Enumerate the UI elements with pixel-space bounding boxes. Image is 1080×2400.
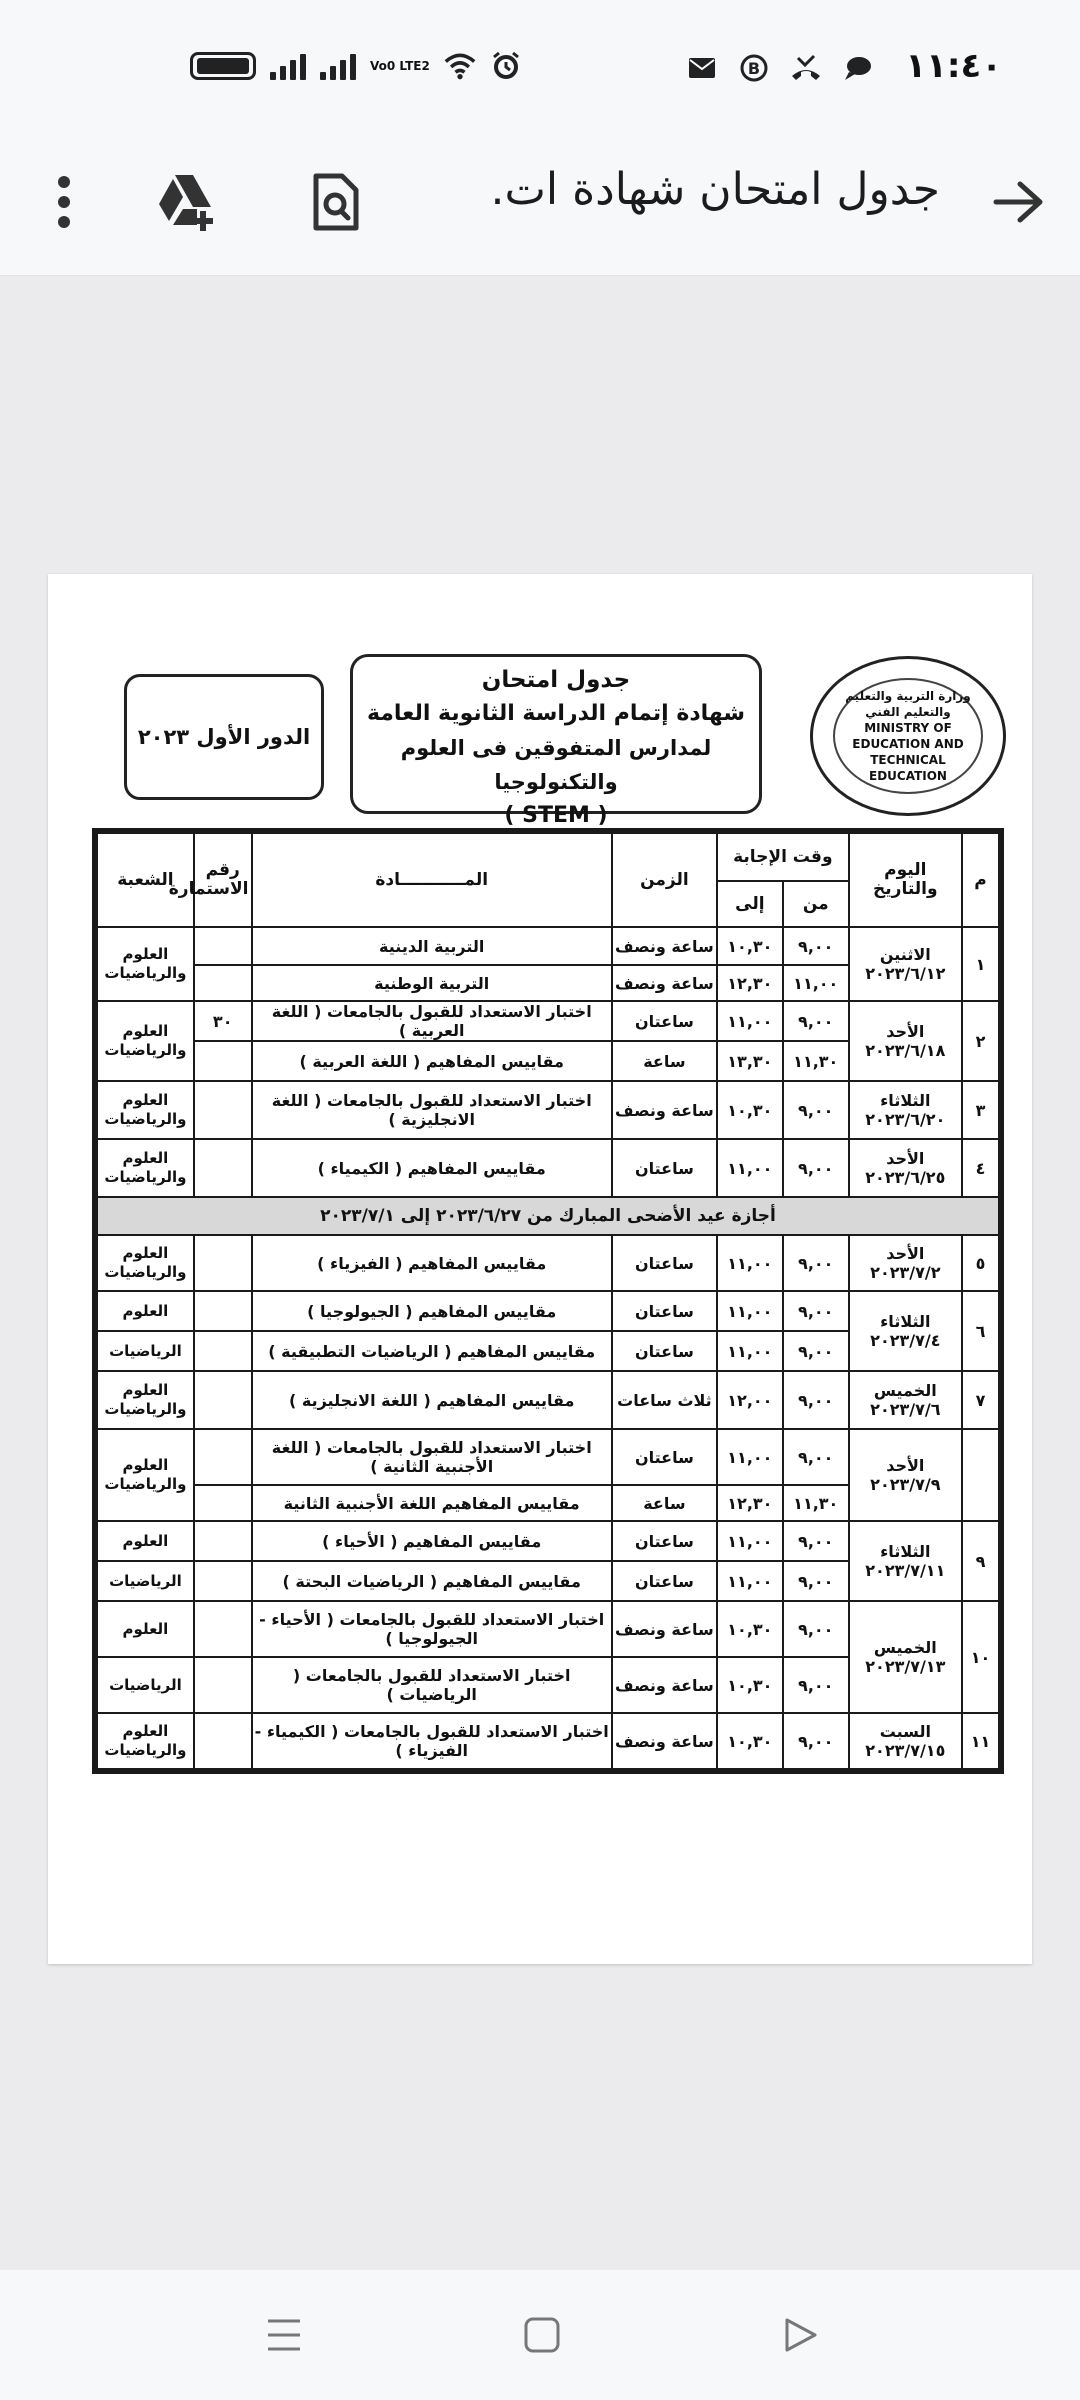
row-form: [194, 1139, 252, 1197]
row-branch: العلوم والرياضيات: [97, 1371, 194, 1429]
row-branch: العلوم والرياضيات: [97, 1001, 194, 1081]
table-row: [97, 1139, 999, 1197]
row-form: [194, 1235, 252, 1291]
row-branch: العلوم والرياضيات: [97, 927, 194, 1001]
volte-icon: Vo0 LTE2: [370, 58, 430, 73]
row-duration: ساعتان: [612, 1429, 717, 1485]
row-subject: اختبار الاستعداد للقبول بالجامعات ( اللغة الأجنبية الثانية ): [252, 1429, 612, 1485]
row-duration: ساعتان: [612, 1235, 717, 1291]
header-day: اليوم والتاريخ: [849, 833, 962, 927]
back-triangle-icon[interactable]: [760, 2300, 840, 2370]
pdf-page: [48, 574, 1032, 1964]
header-subject: المـــــــــــادة: [252, 833, 612, 927]
b-icon: [738, 52, 770, 84]
row-from: ٩,٠٠: [783, 927, 849, 965]
row-to: ١١,٠٠: [717, 1001, 783, 1041]
add-to-drive-icon[interactable]: [148, 162, 228, 242]
row-day: السبت ٢٠٢٣/٧/١٥: [849, 1713, 962, 1769]
row-subject: مقاييس المفاهيم ( الكيمياء ): [252, 1139, 612, 1197]
table-row: [97, 1713, 999, 1769]
header-duration: الزمن: [612, 833, 717, 927]
row-duration: ساعتان: [612, 1561, 717, 1601]
row-subject: مقاييس المفاهيم ( الرياضيات التطبيقية ): [252, 1331, 612, 1371]
row-from: ٩,٠٠: [783, 1139, 849, 1197]
row-num: ٦: [962, 1291, 999, 1371]
arrow-back-icon[interactable]: [982, 166, 1054, 238]
document-header: [48, 574, 1032, 828]
row-form: [194, 1601, 252, 1657]
row-subject: مقاييس المفاهيم ( اللغة العربية ): [252, 1041, 612, 1081]
row-day: الخميس ٢٠٢٣/٧/٦: [849, 1371, 962, 1429]
row-duration: ساعتان: [612, 1291, 717, 1331]
row-day: الاثنين ٢٠٢٣/٦/١٢: [849, 927, 962, 1001]
row-duration: ساعتان: [612, 1521, 717, 1561]
row-num: ٩: [962, 1521, 999, 1601]
row-branch: الرياضيات: [97, 1561, 194, 1601]
signal-icon: [270, 52, 306, 80]
missed-call-icon: [790, 52, 822, 84]
mail-icon: [686, 52, 718, 84]
row-from: ٩,٠٠: [783, 1371, 849, 1429]
row-to: ١١,٠٠: [717, 1429, 783, 1485]
row-to: ١٣,٣٠: [717, 1041, 783, 1081]
row-branch: العلوم والرياضيات: [97, 1235, 194, 1291]
holiday-text: أجازة عيد الأضحى المبارك من ٢٠٢٣/٦/٢٧ إلى ٢٠٢٣/٧/١: [97, 1197, 999, 1235]
row-from: ٩,٠٠: [783, 1429, 849, 1485]
header-form-no: رقم الاستمارة: [194, 833, 252, 927]
row-duration: ساعة ونصف: [612, 1601, 717, 1657]
row-duration: ثلاث ساعات: [612, 1371, 717, 1429]
row-num: ١٠: [962, 1601, 999, 1713]
row-to: ١١,٠٠: [717, 1139, 783, 1197]
seal-text: وزارة التربية والتعليم والتعليم الفني MINISTRY OF EDUCATION AND TECHNICAL EDUCATION: [833, 678, 983, 794]
row-form: [194, 1657, 252, 1713]
title-line-1: جدول امتحان: [481, 667, 631, 693]
row-subject: مقاييس المفاهيم ( اللغة الانجليزية ): [252, 1371, 612, 1429]
row-to: ١١,٠٠: [717, 1331, 783, 1371]
row-to: ١٠,٣٠: [717, 927, 783, 965]
row-branch: الرياضيات: [97, 1657, 194, 1713]
row-form: ٣٠: [194, 1001, 252, 1041]
exam-round: الدور الأول ٢٠٢٣: [137, 725, 311, 749]
row-from: ٩,٠٠: [783, 1291, 849, 1331]
row-to: ١٠,٣٠: [717, 1657, 783, 1713]
wifi-icon: [444, 50, 476, 82]
row-subject: اختبار الاستعداد للقبول بالجامعات ( اللغة العربية ): [252, 1001, 612, 1041]
row-duration: ساعتان: [612, 1001, 717, 1041]
row-subject: اختبار الاستعداد للقبول بالجامعات ( الرياضيات ): [252, 1657, 612, 1713]
row-day: الأحد ٢٠٢٣/٦/٢٥: [849, 1139, 962, 1197]
recents-menu-icon[interactable]: [244, 2300, 324, 2370]
row-num: ٣: [962, 1081, 999, 1139]
exam-round-box: [124, 674, 324, 800]
row-branch: العلوم والرياضيات: [97, 1713, 194, 1769]
row-form: [194, 1561, 252, 1601]
row-subject: التربية الدينية: [252, 927, 612, 965]
battery-icon: [190, 52, 256, 80]
header-to: إلى: [717, 881, 783, 927]
row-from: ٩,٠٠: [783, 1601, 849, 1657]
row-duration: ساعتان: [612, 1331, 717, 1371]
row-form: [194, 1429, 252, 1485]
row-form: [194, 1081, 252, 1139]
signal-icon-2: [320, 52, 356, 80]
row-to: ١٠,٣٠: [717, 1713, 783, 1769]
row-num: ١: [962, 927, 999, 1001]
row-subject: مقاييس المفاهيم ( الفيزياء ): [252, 1235, 612, 1291]
row-branch: العلوم: [97, 1601, 194, 1657]
chat-icon: [842, 52, 874, 84]
row-from: ١١,٠٠: [783, 965, 849, 1001]
table-row: [97, 927, 999, 965]
row-num: ٢: [962, 1001, 999, 1081]
row-duration: ساعة ونصف: [612, 1657, 717, 1713]
row-to: ١٢,٠٠: [717, 1371, 783, 1429]
row-to: ١١,٠٠: [717, 1561, 783, 1601]
row-subject: مقاييس المفاهيم ( الجيولوجيا ): [252, 1291, 612, 1331]
row-form: [194, 1713, 252, 1769]
table-row: [97, 1081, 999, 1139]
row-to: ١١,٠٠: [717, 1291, 783, 1331]
row-day: الأحد ٢٠٢٣/٧/٩: [849, 1429, 962, 1521]
row-branch: العلوم: [97, 1521, 194, 1561]
row-subject: اختبار الاستعداد للقبول بالجامعات ( الأحياء - الجيولوجيا ): [252, 1601, 612, 1657]
table-row: [97, 1291, 999, 1331]
row-duration: ساعة: [612, 1041, 717, 1081]
row-from: ٩,٠٠: [783, 1235, 849, 1291]
row-form: [194, 1041, 252, 1081]
row-subject: مقاييس المفاهيم ( الأحياء ): [252, 1521, 612, 1561]
row-to: ١١,٠٠: [717, 1235, 783, 1291]
row-duration: ساعة: [612, 1485, 717, 1521]
row-subject: مقاييس المفاهيم ( الرياضيات البحتة ): [252, 1561, 612, 1601]
row-num: ١١: [962, 1713, 999, 1769]
exam-title-box: [350, 654, 762, 828]
title-line-2: شهادة إتمام الدراسة الثانوية العامة: [366, 701, 746, 726]
row-from: ٩,٠٠: [783, 1331, 849, 1371]
table-row: [97, 1521, 999, 1561]
row-form: [194, 1521, 252, 1561]
status-bar: [0, 0, 1080, 126]
row-duration: ساعة ونصف: [612, 1713, 717, 1769]
row-branch: العلوم والرياضيات: [97, 1081, 194, 1139]
table-row: [97, 1371, 999, 1429]
row-branch: العلوم: [97, 1291, 194, 1331]
row-duration: ساعة ونصف: [612, 965, 717, 1001]
status-time: ١١:٤٠: [905, 46, 1002, 86]
row-to: ١٠,٣٠: [717, 1601, 783, 1657]
row-day: الثلاثاء ٢٠٢٣/٧/١١: [849, 1521, 962, 1601]
row-day: الخميس ٢٠٢٣/٧/١٣: [849, 1601, 962, 1713]
row-subject: اختبار الاستعداد للقبول بالجامعات ( اللغة الانجليزية ): [252, 1081, 612, 1139]
row-subject: اختبار الاستعداد للقبول بالجامعات ( الكيمياء - الفيزياء ): [252, 1713, 612, 1769]
svg-text:B: B: [747, 59, 761, 78]
holiday-row: [97, 1197, 999, 1235]
row-from: ٩,٠٠: [783, 1561, 849, 1601]
row-day: الأحد ٢٠٢٣/٧/٢: [849, 1235, 962, 1291]
header-branch: الشعبة: [97, 833, 194, 927]
row-branch: العلوم والرياضيات: [97, 1139, 194, 1197]
row-duration: ساعة ونصف: [612, 927, 717, 965]
row-form: [194, 1485, 252, 1521]
row-num: ٤: [962, 1139, 999, 1197]
row-duration: ساعة ونصف: [612, 1081, 717, 1139]
header-num: م: [962, 833, 999, 927]
document-title: جدول امتحان شهادة ات.: [490, 164, 940, 215]
row-from: ٩,٠٠: [783, 1081, 849, 1139]
row-to: ١٠,٣٠: [717, 1081, 783, 1139]
row-form: [194, 965, 252, 1001]
row-from: ٩,٠٠: [783, 1001, 849, 1041]
find-in-page-icon[interactable]: [296, 162, 376, 242]
row-form: [194, 927, 252, 965]
home-square-icon[interactable]: [502, 2300, 582, 2370]
table-row: [97, 1601, 999, 1657]
row-num: ٧: [962, 1371, 999, 1429]
row-duration: ساعتان: [612, 1139, 717, 1197]
row-branch: الرياضيات: [97, 1331, 194, 1371]
row-to: ١١,٠٠: [717, 1521, 783, 1561]
row-from: ٩,٠٠: [783, 1657, 849, 1713]
row-day: الأحد ٢٠٢٣/٦/١٨: [849, 1001, 962, 1081]
row-subject: مقاييس المفاهيم اللغة الأجنبية الثانية: [252, 1485, 612, 1521]
row-branch: العلوم والرياضيات: [97, 1429, 194, 1521]
system-nav-bar: [0, 2270, 1080, 2400]
row-to: ١٢,٣٠: [717, 965, 783, 1001]
row-from: ٩,٠٠: [783, 1521, 849, 1561]
more-vert-icon[interactable]: [24, 162, 104, 242]
row-from: ١١,٣٠: [783, 1485, 849, 1521]
title-line-3: لمدارس المتفوقين فى العلوم والتكنولوجيا: [400, 736, 712, 794]
row-day: الثلاثاء ٢٠٢٣/٧/٤: [849, 1291, 962, 1371]
header-from: من: [783, 881, 849, 927]
table-row: [97, 1235, 999, 1291]
row-from: ٩,٠٠: [783, 1713, 849, 1769]
ministry-seal: [810, 656, 1006, 816]
header-answer-time: وقت الإجابة: [717, 833, 849, 881]
alarm-icon: [490, 50, 522, 82]
status-icons-right: [686, 52, 874, 84]
table-row: [97, 1001, 999, 1041]
row-day: الثلاثاء ٢٠٢٣/٦/٢٠: [849, 1081, 962, 1139]
title-line-4: ( STEM ): [504, 803, 608, 828]
top-app-bar: [0, 126, 1080, 276]
table-row: [97, 1429, 999, 1485]
status-icons-left: [190, 50, 522, 82]
row-form: [194, 1371, 252, 1429]
row-subject: التربية الوطنية: [252, 965, 612, 1001]
row-num: [962, 1429, 999, 1521]
schedule-table: [92, 828, 1004, 1774]
row-to: ١٢,٣٠: [717, 1485, 783, 1521]
row-form: [194, 1291, 252, 1331]
row-num: ٥: [962, 1235, 999, 1291]
row-form: [194, 1331, 252, 1371]
row-from: ١١,٣٠: [783, 1041, 849, 1081]
